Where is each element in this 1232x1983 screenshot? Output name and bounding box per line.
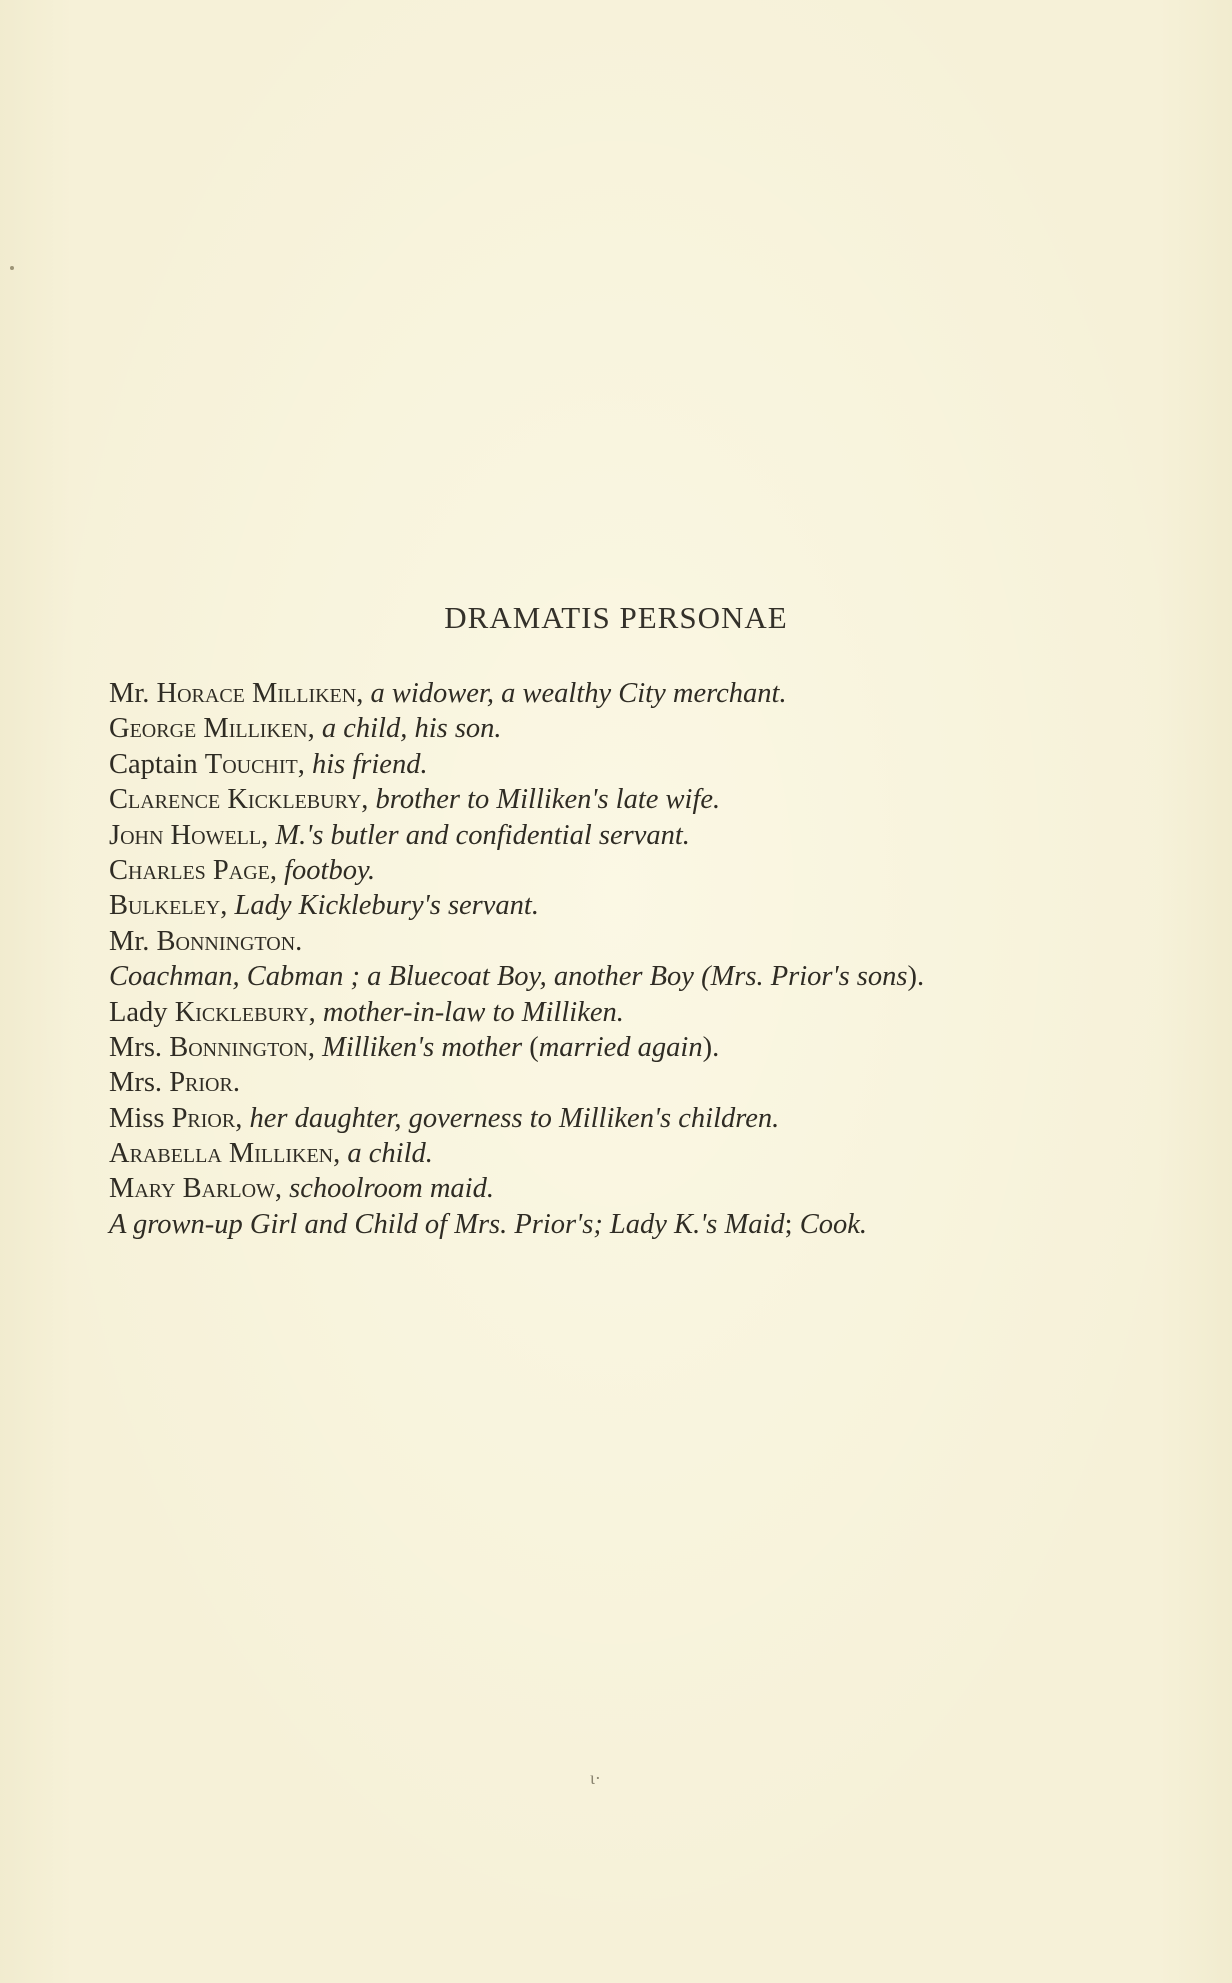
character-description: schoolroom maid. [289,1173,494,1205]
character-description: her daughter, governess to Milliken's children. [249,1102,780,1134]
character-description: a child. [347,1138,433,1170]
character-name: Horace Milliken [156,678,357,709]
cast-entry [109,782,1209,817]
character-description: A grown-up Girl and Child of Mrs. Prior's; Lady K.'s Maid [109,1208,785,1240]
character-description: a widower, a wealthy City merchant. [370,678,787,709]
character-name: Bonnington [169,1031,308,1063]
cast-text: Lady [109,996,175,1028]
character-description: Cook. [799,1208,868,1240]
cast-text: ; [784,1208,800,1240]
cast-entry [109,1136,1209,1171]
cast-text: Mrs. [109,1031,170,1063]
character-description: brother to Milliken's late wife. [375,784,721,816]
page-speck [10,266,14,270]
character-name: Bonnington [156,925,296,957]
cast-text: ). [907,961,925,993]
cast-entry [109,1101,1209,1136]
cast-entry [109,888,1209,923]
cast-entry [109,924,1209,959]
character-name: Clarence Kicklebury [109,784,362,816]
cast-text: . [232,1067,240,1099]
cast-text: , [269,854,285,886]
cast-text: Mr. [109,925,157,957]
cast-entry [109,1065,1209,1100]
character-description: mother-in-law to Milliken. [322,996,624,1028]
character-name: Prior [169,1067,233,1099]
cast-text: , [361,784,376,816]
character-description: his friend. [312,748,428,780]
cast-text: , [308,996,323,1028]
character-name: Touchit [204,748,298,780]
cast-text: , [307,1031,323,1063]
cast-entry [109,818,1209,853]
page-heading: DRAMATIS PERSONAE [444,600,788,635]
character-description: Lady Kicklebury's servant. [234,890,539,922]
character-description: M.'s butler and confidential servant. [275,819,690,851]
character-name: Prior [171,1102,236,1134]
cast-text: , [220,890,235,922]
cast-text: Captain [109,748,205,780]
cast-text: Mr. [109,678,157,709]
cast-entry [109,711,1209,746]
character-name: George Milliken [109,713,308,745]
cast-text: Miss [109,1102,172,1134]
character-description: married again [538,1031,703,1063]
cast-entry [109,1207,1209,1242]
cast-entry [109,853,1209,888]
cast-text: , [307,713,322,745]
cast-text: , [356,678,371,709]
character-description: footboy. [284,854,376,886]
cast-entry [109,676,1209,711]
cast-text: , [261,819,276,851]
cast-text: ). [702,1031,720,1063]
cast-entry [109,1030,1209,1065]
cast-text: Mrs. [109,1067,170,1099]
character-description: Coachman, Cabman ; a Bluecoat Boy, another Boy ( [109,961,711,993]
character-description: Mrs. Prior's sons [710,961,908,993]
cast-list [109,676,1209,1242]
character-name: Arabella Milliken [109,1138,334,1170]
cast-text: , [297,748,312,780]
cast-entry [109,747,1209,782]
character-description: a child, his son. [321,713,502,745]
footer-mark: ι· [590,1768,601,1788]
character-name: Mary Barlow [109,1173,275,1205]
character-description: Milliken's mother [322,1031,523,1063]
cast-entry [109,959,1209,994]
cast-entry [109,995,1209,1030]
cast-entry [109,1171,1209,1206]
cast-text: , [235,1102,250,1134]
character-name: Charles Page [109,854,270,886]
character-name: John Howell [109,819,262,851]
character-name: Bulkeley [109,890,221,922]
cast-text: , [274,1173,290,1205]
cast-text: ( [522,1031,539,1063]
cast-text: , [333,1138,348,1170]
character-name: Kicklebury [174,996,309,1028]
cast-text: . [295,925,303,957]
